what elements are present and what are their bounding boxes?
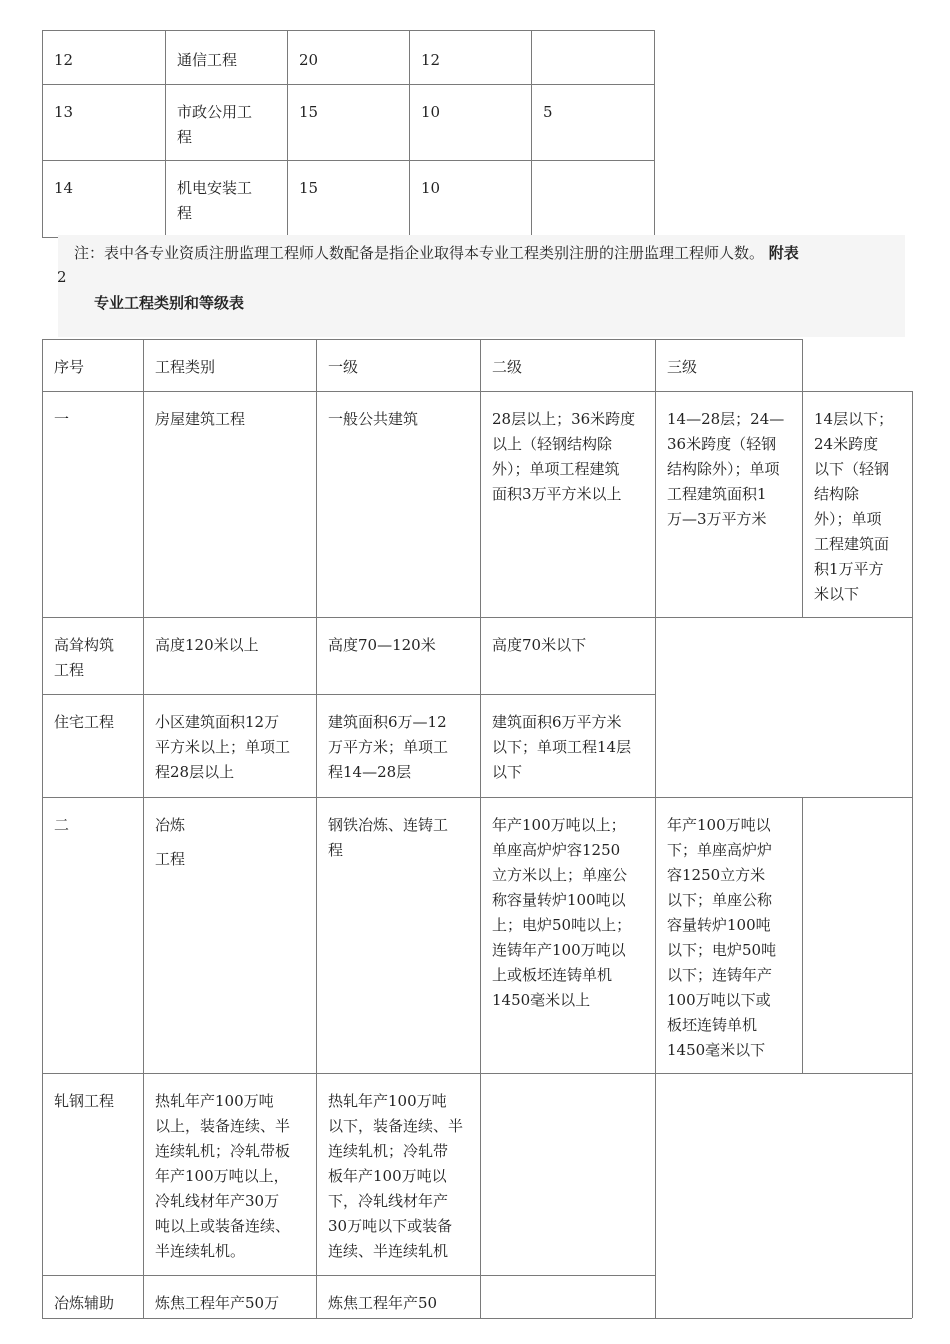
table-cell: 一般公共建筑 — [328, 410, 419, 428]
table-note — [74, 242, 799, 264]
table-cell: 年产100万吨以 下；单座高炉炉 容1250立方米 以下；单座公称 容量转炉100吨 以下；电炉50吨 以下；连铸年产 100万吨以下或 板坯连铸单机 1450毫米以下 — [667, 816, 777, 1059]
table-cell: 高度70米以下 — [492, 636, 587, 654]
table-cell: 12 — [54, 51, 74, 69]
table-cell: 机电安装工 程 — [177, 179, 253, 222]
table-cell: 二 — [54, 816, 70, 834]
table-cell — [531, 33, 654, 48]
table-cell: 炼焦工程年产50 — [328, 1294, 438, 1312]
table-cell: 小区建筑面积12万 平方米以上；单项工 程28层以上 — [155, 713, 291, 781]
table-cell: 炼焦工程年产50万 — [155, 1294, 280, 1312]
table-cell: 12 — [421, 51, 441, 69]
table-cell: 钢铁冶炼、连铸工 程 — [328, 816, 449, 859]
column-header-grade-3: 三级 — [667, 358, 698, 376]
table-cell: 15 — [299, 179, 319, 197]
table-cell: 年产100万吨以上； 单座高炉炉容1250 立方米以上；单座公 称容量转炉100吨以 上；电炉50吨以上； 连铸年产100万吨以 上或板坯连铸单机 1450毫米以上 — [492, 816, 632, 1009]
table-cell: 市政公用工 程 — [177, 103, 253, 146]
table-cell: 热轧年产100万吨 以下，装备连续、半 连续轧机；冷轧带 板年产100万吨以 下，冷轧线材年产 30万吨以下或装备 连续、半连续轧机 — [328, 1092, 464, 1260]
column-header-no: 序号 — [54, 358, 85, 376]
table-cell: 轧钢工程 — [54, 1092, 115, 1110]
note-text: 注：表中各专业资质注册监理工程师人数配备是指企业取得本专业工程类别注册的注册监理工程师人数。 — [74, 244, 765, 262]
table-cell: 高度120米以上 — [155, 636, 259, 654]
table-cell: 通信工程 — [177, 51, 238, 69]
table-cell: 一 — [54, 410, 70, 428]
column-header-grade-2: 二级 — [492, 358, 523, 376]
column-header-grade-1: 一级 — [328, 358, 359, 376]
table-cell: 高度70—120米 — [328, 636, 436, 654]
table-cell: 13 — [54, 103, 74, 121]
table-cell: 10 — [421, 179, 441, 197]
appendix-label: 附表 — [768, 244, 799, 262]
table-cell: 14 — [54, 179, 74, 197]
table-cell: 28层以上；36米跨度 以上（轻钢结构除 外）；单项工程建筑 面积3万平方米以上 — [492, 410, 636, 503]
table-cell: 高耸构筑 工程 — [54, 636, 115, 679]
table-cell: 15 — [299, 103, 319, 121]
table-cell: 14层以下； 24米跨度 以下（轻钢 结构除 外）；单项 工程建筑面 积1万平方 米以下 — [814, 410, 894, 603]
table-cell: 14—28层；24— 36米跨度（轻钢 结构除外）；单项 工程建筑面积1 万—3万平方米 — [667, 410, 785, 528]
table-cell: 20 — [299, 51, 319, 69]
column-header-type: 工程类别 — [155, 358, 216, 376]
appendix-number: 2 — [57, 268, 67, 286]
table-cell: 建筑面积6万—12 万平方米；单项工 程14—28层 — [328, 713, 449, 781]
table-cell: 住宅工程 — [54, 713, 115, 731]
table-cell: 冶炼 工程 — [155, 816, 186, 868]
table-cell: 建筑面积6万平方米 以下；单项工程14层 以下 — [492, 713, 632, 781]
table-cell — [531, 161, 654, 176]
table-caption: 专业工程类别和等级表 — [94, 294, 245, 312]
table-cell: 5 — [543, 103, 553, 121]
table-cell: 房屋建筑工程 — [155, 410, 246, 428]
table-cell: 冶炼辅助 — [54, 1294, 115, 1312]
table-cell: 10 — [421, 103, 441, 121]
table-cell: 热轧年产100万吨 以上，装备连续、半 连续轧机；冷轧带板 年产100万吨以上， 冷轧线材年产30万 吨以上或装备连续、 半连续轧机。 — [155, 1092, 291, 1260]
